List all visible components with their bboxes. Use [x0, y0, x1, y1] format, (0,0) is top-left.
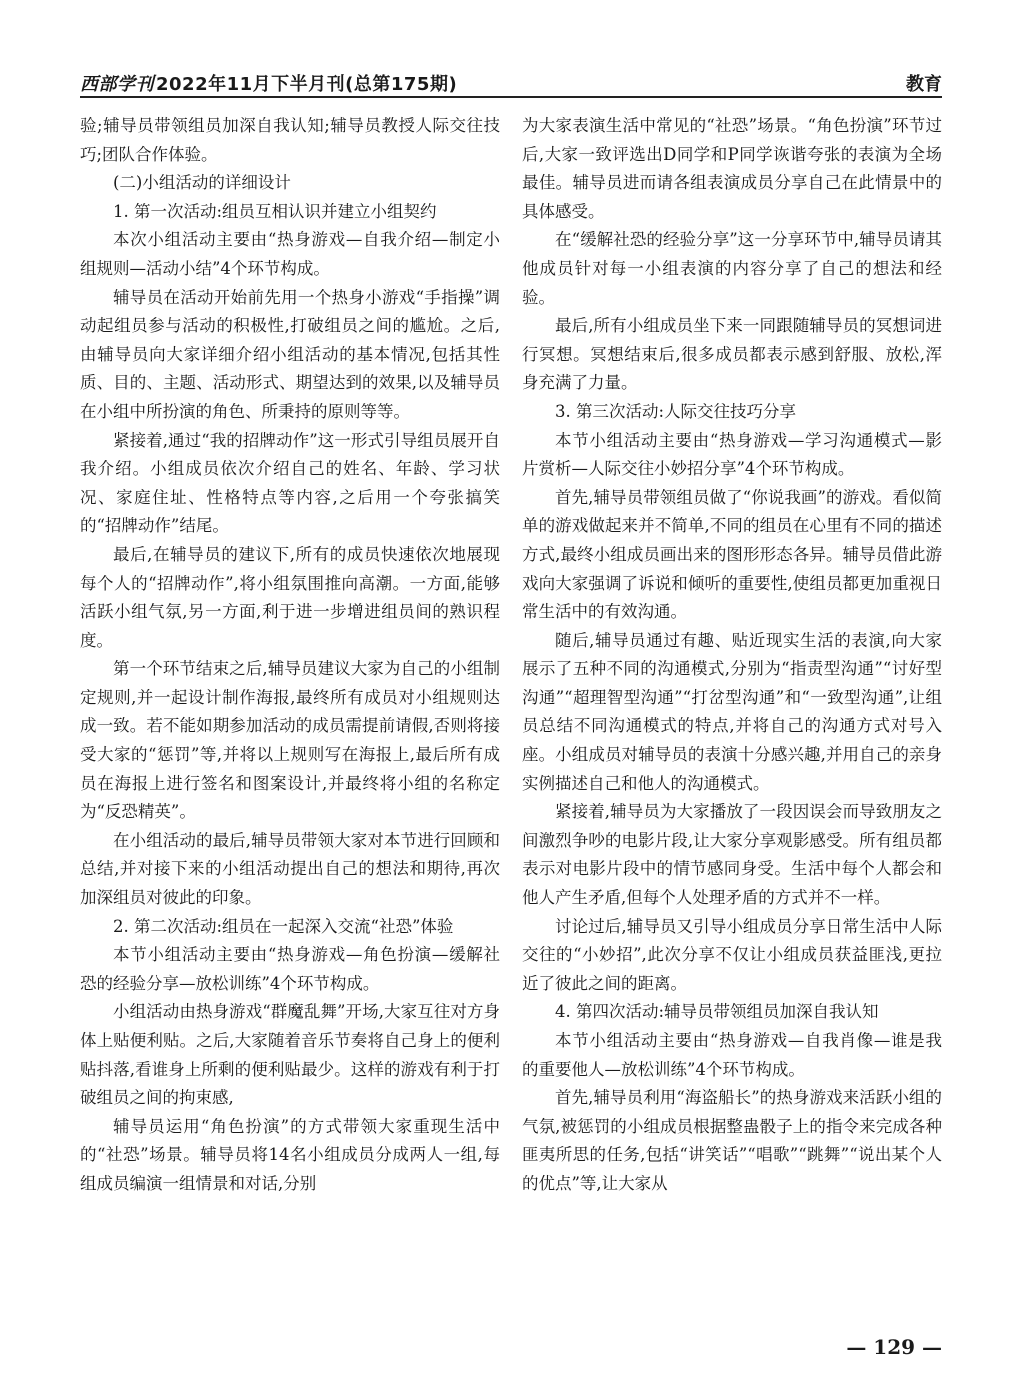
paragraph: 在“缓解社恐的经验分享”这一分享环节中,辅导员请其他成员针对每一小组表演的内容分享了自己的想法和经验。 [522, 230, 942, 307]
activity-heading: 3. 第三次活动:人际交往技巧分享 [555, 401, 797, 421]
page-number: — 129 — [846, 1335, 942, 1359]
paragraph: 本节小组活动主要由“热身游戏—角色扮演—缓解社恐的经验分享—放松训练”4个环节构成。 [80, 945, 500, 993]
activity-heading: 4. 第四次活动:辅导员带领组员加深自我认知 [555, 1002, 879, 1022]
paragraph: 最后,在辅导员的建议下,所有的成员快速依次地展现每个人的“招牌动作”,将小组氛围推向高潮。一方面,能够活跃小组气氛,另一方面,利于进一步增进组员间的熟识程度。 [80, 544, 500, 650]
paragraph: 首先,辅导员带领组员做了“你说我画”的游戏。看似简单的游戏做起来并不简单,不同的组员在心里有不同的描述方式,最终小组成员画出来的图形形态各异。辅导员借此游戏向大家强调了诉说和倾听的重要性,使组员都更加重视日常生活中的有效沟通。 [522, 487, 942, 622]
subsection-heading: (二)小组活动的详细设计 [113, 173, 291, 193]
header-rule [80, 96, 942, 98]
paragraph: 验;辅导员带领组员加深自我认知;辅导员教授人际交往技巧;团队合作体验。 [80, 116, 500, 164]
paragraph: 为大家表演生活中常见的“社恐”场景。“角色扮演”环节过后,大家一致评选出D同学和P同学诙谐夸张的表演为全场最佳。辅导员进而请各组表演成员分享自己在此情景中的具体感受。 [522, 116, 942, 221]
right-column [522, 112, 942, 1199]
paragraph: 辅导员运用“角色扮演”的方式带领大家重现生活中的“社恐”场景。辅导员将14名小组成员分成两人一组,每组成员编演一组情景和对话,分别 [80, 1116, 500, 1193]
activity-heading: 2. 第二次活动:组员在一起深入交流“社恐”体验 [113, 916, 454, 936]
paragraph: 本节小组活动主要由“热身游戏—自我肖像—谁是我的重要他人—放松训练”4个环节构成。 [522, 1031, 942, 1079]
paragraph: 第一个环节结束之后,辅导员建议大家为自己的小组制定规则,并一起设计制作海报,最终所有成员对小组规则达成一致。若不能如期参加活动的成员需提前请假,否则将接受大家的“惩罚”等,并将以上规则写在海报上,最后所有成员在海报上进行签名和图案设计,并最终将小组的名称定为“反恐精英”。 [80, 659, 500, 822]
activity-heading: 1. 第一次活动:组员互相认识并建立小组契约 [113, 201, 437, 221]
journal-logo: 西部学刊 [80, 74, 154, 95]
paragraph: 本节小组活动主要由“热身游戏—学习沟通模式—影片赏析—人际交往小妙招分享”4个环节构成。 [522, 430, 942, 479]
journal-title [80, 70, 457, 96]
paragraph: 小组活动由热身游戏“群魔乱舞”开场,大家互往对方身体上贴便利贴。之后,大家随着音乐节奏将自己身上的便利贴抖落,看谁身上所剩的便利贴最少。这样的游戏有利于打破组员之间的拘束感, [80, 1002, 500, 1108]
left-column [80, 112, 500, 1199]
paragraph: 随后,辅导员通过有趣、贴近现实生活的表演,向大家展示了五种不同的沟通模式,分别为“指责型沟通”“讨好型沟通”“超理智型沟通”“打岔型沟通”和“一致型沟通”,让组员总结不同沟通模式的特点,并将自己的沟通方式对号入座。小组成员对辅导员的表演十分感兴趣,并用自己的亲身实例描述自己和他人的沟通模式。 [522, 630, 942, 793]
running-header [80, 66, 942, 96]
paragraph: 本次小组活动主要由“热身游戏—自我介绍—制定小组规则—活动小结”4个环节构成。 [80, 230, 500, 278]
paragraph: 在小组活动的最后,辅导员带领大家对本节进行回顾和总结,并对接下来的小组活动提出自己的想法和期待,再次加深组员对彼此的印象。 [80, 830, 500, 908]
paragraph: 辅导员在活动开始前先用一个热身小游戏“手指操”调动起组员参与活动的积极性,打破组员之间的尴尬。之后,由辅导员向大家详细介绍小组活动的基本情况,包括其性质、目的、主题、活动形式、期望达到的效果,以及辅导员在小组中所扮演的角色、所秉持的原则等等。 [80, 287, 500, 421]
paragraph: 紧接着,辅导员为大家播放了一段因误会而导致朋友之间激烈争吵的电影片段,让大家分享观影感受。所有组员都表示对电影片段中的情节感同身受。生活中每个人都会和他人产生矛盾,但每个人处理矛盾的方式并不一样。 [522, 802, 942, 908]
paragraph: 紧接着,通过“我的招牌动作”这一形式引导组员展开自我介绍。小组成员依次介绍自己的姓名、年龄、学习状况、家庭住址、性格特点等内容,之后用一个夸张搞笑的“招牌动作”结尾。 [80, 430, 500, 536]
paragraph: 讨论过后,辅导员又引导小组成员分享日常生活中人际交往的“小妙招”,此次分享不仅让小组成员获益匪浅,更拉近了彼此之间的距离。 [522, 916, 942, 993]
paragraph: 最后,所有小组成员坐下来一同跟随辅导员的冥想词进行冥想。冥想结束后,很多成员都表示感到舒服、放松,浑身充满了力量。 [522, 316, 942, 393]
paragraph: 首先,辅导员利用“海盗船长”的热身游戏来活跃小组的气氛,被惩罚的小组成员根据整蛊骰子上的指令来完成各种匪夷所思的任务,包括“讲笑话”“唱歌”“跳舞”“说出某个人的优点”等,让大家从 [522, 1088, 942, 1193]
section-label: 教育 [906, 74, 942, 95]
issue-info: 2022年11月下半月刊(总第175期) [156, 74, 458, 95]
